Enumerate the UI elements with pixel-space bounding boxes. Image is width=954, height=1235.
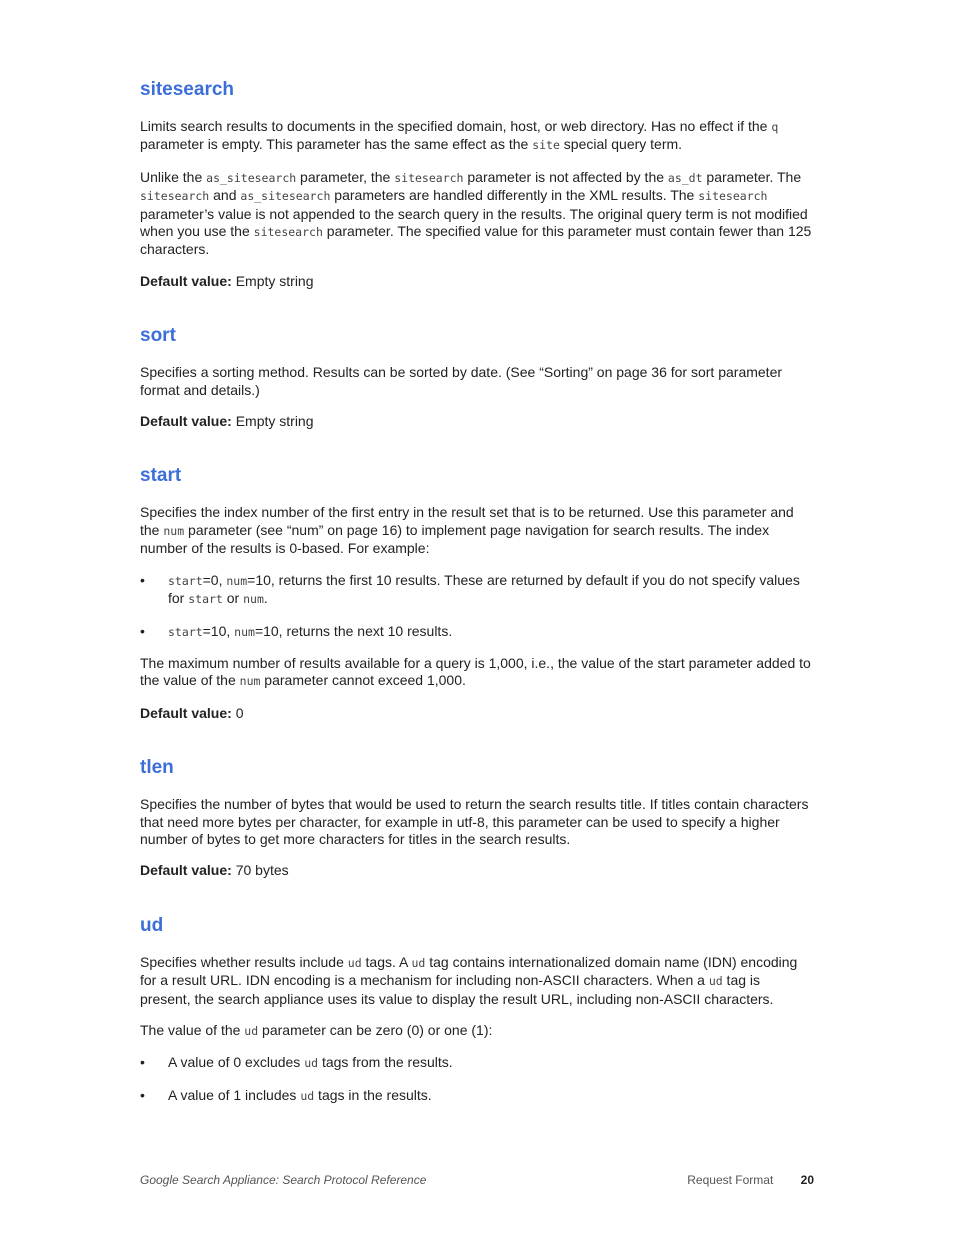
page-content <box>140 78 812 1139</box>
code-term: start <box>188 592 223 607</box>
default-value: Default value: 0 <box>140 704 244 721</box>
paragraph: Limits search results to documents in the specified domain, host, or web directory. Has no effect if the q parameter is empty. This parameter has the same effect as the site special query term. <box>140 118 779 153</box>
bullet-list <box>140 572 812 641</box>
default-value: Default value: 70 bytes <box>140 862 289 879</box>
list-item: • A value of 1 includes ud tags in the results. <box>140 1086 432 1103</box>
heading-tlen: tlen <box>140 757 174 779</box>
paragraph: Specifies the number of bytes that would be used to return the search results title. If titles contain characters that need more bytes per character, for example in utf-8, this parameter can be used to specify a higher number of bytes to get more characters for titles in the search results. <box>140 796 809 847</box>
heading-ud: ud <box>140 914 164 936</box>
code-term: q <box>771 120 779 134</box>
code-term: sitesearch <box>698 189 768 204</box>
section-tlen <box>140 756 812 880</box>
section-sort <box>140 324 812 430</box>
page-number: 20 <box>800 1173 814 1187</box>
paragraph: Specifies the index number of the first entry in the result set that is to be returned. Use this parameter and the num parameter (see “num” on page 16) to implement page navigation for search results. The index number of the results is 0-based. For example: <box>140 504 794 557</box>
bullet-list <box>140 1054 812 1105</box>
code-term: ud <box>304 1056 319 1071</box>
code-term: num <box>239 674 261 689</box>
code-term: sitesearch <box>394 170 464 185</box>
code-term: num <box>163 523 185 538</box>
list-item: • A value of 0 excludes ud tags from the results. <box>140 1054 453 1071</box>
paragraph: The value of the ud parameter can be zero (0) or one (1): <box>140 1021 493 1038</box>
code-term: as_dt <box>667 170 703 185</box>
heading-start: start <box>140 465 182 487</box>
code-term: ud <box>411 955 426 970</box>
list-item: • start=0, num=10, returns the first 10 results. These are returned by default if you do not specify values for start or num. <box>140 571 800 607</box>
footer-right <box>687 1173 814 1187</box>
section-sitesearch <box>140 78 812 290</box>
list-item: • start=10, num=10, returns the next 10 results. <box>140 622 453 639</box>
bullet-icon: • <box>140 571 145 588</box>
code-term: as_sitesearch <box>206 170 297 185</box>
paragraph: Specifies whether results include ud tags. A ud tag contains internationalized domain name (IDN) encoding for a result URL. IDN encoding is a mechanism for including non-ASCII characters. When a ud tag is present, the search appliance uses its value to display the result URL, including non-ASCII characters. <box>140 953 798 1007</box>
bullet-icon: • <box>140 622 145 639</box>
section-name: Request Format <box>687 1173 774 1187</box>
code-term: ud <box>300 1088 315 1103</box>
heading-sitesearch: sitesearch <box>140 79 235 100</box>
code-term: num <box>234 624 255 639</box>
code-term: as_sitesearch <box>240 189 331 204</box>
bullet-icon: • <box>140 1086 145 1103</box>
code-term: ud <box>244 1023 259 1038</box>
paragraph: Unlike the as_sitesearch parameter, the sitesearch parameter is not affected by the as_dt parameter. The sitesearch and as_sitesearch parameters are handled differently in the XML results. The sitesearch parameter’s value is not appended to the search query in the results. The original query term is not modified when you use the sitesearch parameter. The specified value for this parameter must contain fewer than 125 characters. <box>140 168 812 258</box>
default-value: Default value: Empty string <box>140 272 314 289</box>
section-ud <box>140 914 812 1105</box>
code-term: site <box>532 138 560 153</box>
page-footer <box>140 1173 814 1191</box>
default-value: Default value: Empty string <box>140 413 314 430</box>
code-term: ud <box>347 955 362 970</box>
code-term: sitesearch <box>253 225 323 240</box>
code-term: ud <box>708 974 723 989</box>
bullet-icon: • <box>140 1054 145 1071</box>
document-title: Google Search Appliance: Search Protocol Reference <box>140 1173 427 1187</box>
code-term: start <box>168 573 203 588</box>
code-term: start <box>168 624 203 639</box>
paragraph: The maximum number of results available for a query is 1,000, i.e., the value of the start parameter added to the value of the num parameter cannot exceed 1,000. <box>140 654 811 689</box>
paragraph: Specifies a sorting method. Results can be sorted by date. (See “Sorting” on page 36 for sort parameter format and details.) <box>140 364 783 398</box>
section-start <box>140 464 812 722</box>
code-term: num <box>226 573 248 588</box>
heading-sort: sort <box>140 325 176 347</box>
code-term: num <box>243 592 264 607</box>
code-term: sitesearch <box>140 189 210 204</box>
